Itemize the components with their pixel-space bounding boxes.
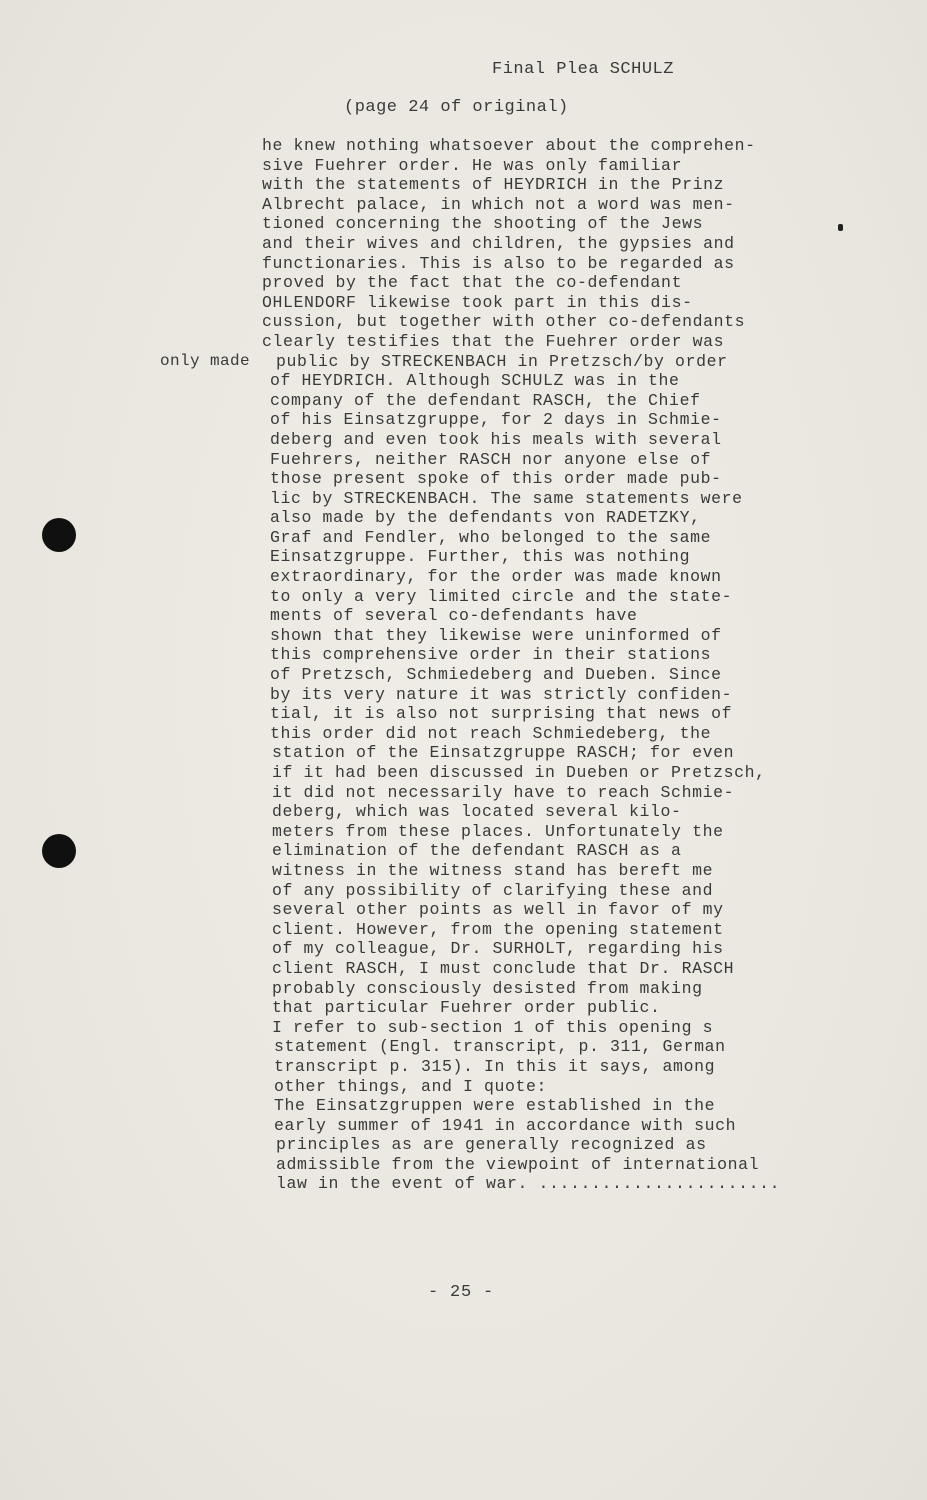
text-line: principles as are generally recognized as [276, 1135, 707, 1155]
page-number: - 25 - [428, 1283, 495, 1302]
text-line: of Pretzsch, Schmiedeberg and Dueben. Since [270, 665, 722, 685]
text-line: OHLENDORF likewise took part in this dis- [262, 292, 693, 312]
text-line: of HEYDRICH. Although SCHULZ was in the [270, 371, 680, 391]
text-line: elimination of the defendant RASCH as a [272, 841, 682, 861]
text-line: and their wives and children, the gypsies and [262, 233, 735, 253]
text-line: Einsatzgruppe. Further, this was nothing [270, 547, 691, 567]
text-line: ments of several co-defendants have [270, 606, 638, 626]
text-line: of my colleague, Dr. SURHOLT, regarding his [272, 939, 724, 959]
text-line: of his Einsatzgruppe, for 2 days in Schmie- [270, 410, 722, 430]
punch-hole [42, 518, 76, 552]
text-line: with the statements of HEYDRICH in the Prinz [262, 175, 725, 195]
text-line: early summer of 1941 in accordance with such [274, 1115, 737, 1135]
text-line: deberg and even took his meals with several [270, 429, 722, 449]
text-line: other things, and I quote: [274, 1076, 548, 1096]
text-line: this comprehensive order in their stations [270, 645, 712, 665]
text-line: station of the Einsatzgruppe RASCH; for even [272, 743, 735, 763]
text-line: probably consciously desisted from making [272, 978, 703, 998]
text-line: he knew nothing whatsoever about the comprehen- [262, 136, 756, 155]
text-line: tioned concerning the shooting of the Jews [262, 214, 704, 234]
text-line: that particular Fuehrer order public. [272, 998, 661, 1018]
text-line: sive Fuehrer order. He was only familiar [262, 155, 683, 175]
text-line: statement (Engl. transcript, p. 311, German [274, 1037, 726, 1057]
text-line: The Einsatzgruppen were established in the [274, 1096, 716, 1116]
margin-note: only made [160, 352, 251, 370]
text-line: lic by STRECKENBACH. The same statements were [270, 488, 743, 508]
text-line: proved by the fact that the co-defendant [262, 273, 683, 293]
text-line: meters from these places. Unfortunately the [272, 821, 724, 841]
text-line: tial, it is also not surprising that news of [270, 704, 733, 724]
text-line: of any possibility of clarifying these and [272, 880, 714, 900]
text-line: also made by the defendants von RADETZKY, [270, 508, 701, 528]
text-line: to only a very limited circle and the state- [270, 586, 733, 606]
text-line: deberg, which was located several kilo- [272, 802, 682, 822]
text-line: Albrecht palace, in which not a word was men- [262, 194, 735, 214]
text-line: witness in the witness stand has bereft me [272, 860, 714, 880]
text-line: by its very nature it was strictly confiden- [270, 684, 733, 704]
text-line: several other points as well in favor of my [272, 900, 724, 920]
text-line: transcript p. 315). In this it says, among [274, 1056, 716, 1076]
punch-hole [42, 834, 76, 868]
text-line: cussion, but together with other co-defendants [262, 312, 746, 332]
text-line: Fuehrers, neither RASCH nor anyone else of [270, 449, 712, 469]
text-line: those present spoke of this order made pub- [270, 469, 722, 489]
document-title: Final Plea SCHULZ [492, 60, 674, 79]
text-line: extraordinary, for the order was made known [270, 567, 722, 587]
original-page-reference: (page 24 of original) [344, 98, 569, 117]
text-line: I refer to sub-section 1 of this opening s [272, 1017, 714, 1037]
text-line: if it had been discussed in Dueben or Pretzsch, [272, 763, 766, 782]
text-line: company of the defendant RASCH, the Chief [270, 390, 701, 410]
text-line: shown that they likewise were uninformed of [270, 625, 722, 645]
text-line: admissible from the viewpoint of international [276, 1154, 760, 1174]
ink-speck [838, 224, 843, 231]
text-line: client. However, from the opening statement [272, 919, 724, 939]
text-line: it did not necessarily have to reach Schmie- [272, 782, 735, 802]
plea-body-text [262, 136, 822, 1194]
text-line: Graf and Fendler, who belonged to the same [270, 527, 712, 547]
text-line: law in the event of war. ....................... [276, 1174, 781, 1194]
text-line: functionaries. This is also to be regarded as [262, 253, 735, 273]
text-line: client RASCH, I must conclude that Dr. RASCH [272, 958, 735, 978]
text-line: clearly testifies that the Fuehrer order was [262, 331, 725, 351]
text-line: this order did not reach Schmiedeberg, the [270, 723, 712, 743]
text-line: public by STRECKENBACH in Pretzsch/by order [276, 351, 728, 371]
